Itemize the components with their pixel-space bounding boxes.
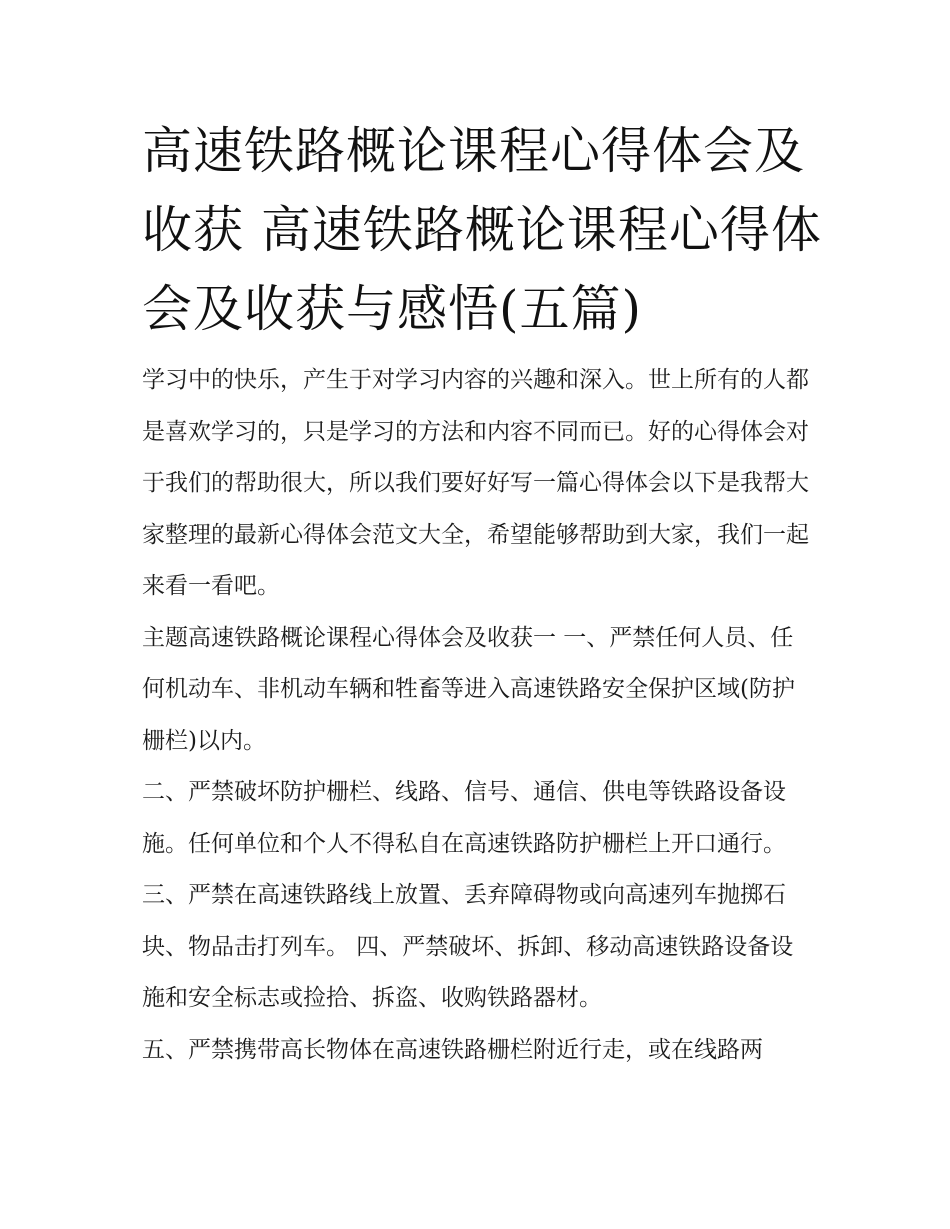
paragraph-rule-2: 二、严禁破坏防护栅栏、线路、信号、通信、供电等铁路设备设施。任何单位和个人不得私自在高速铁路防护栅栏上开口通行。 — [142, 779, 786, 857]
document-body — [142, 355, 814, 1076]
paragraph-rule-5: 五、严禁携带高长物体在高速铁路栅栏附近行走，或在线路两 — [142, 1036, 763, 1063]
paragraph-rule-3-4: 三、严禁在高速铁路线上放置、丢弃障碍物或向高速列车抛掷石块、物品击打列车。 四、严禁破坏、拆卸、移动高速铁路设备设施和安全标志或捡拾、拆盗、收购铁路器材。 — [142, 882, 794, 1011]
paragraph-intro: 学习中的快乐，产生于对学习内容的兴趣和深入。世上所有的人都是喜欢学习的，只是学习的方法和内容不同而已。好的心得体会对于我们的帮助很大，所以我们要好好写一篇心得体会以下是我帮大家整理的最新心得体会范文大全，希望能够帮助到大家，我们一起来看一看吧。 — [142, 367, 809, 599]
document-title: 高速铁路概论课程心得体会及收获 高速铁路概论课程心得体会及收获与感悟(五篇) — [142, 122, 822, 338]
paragraph-rule-1: 主题高速铁路概论课程心得体会及收获一 一、严禁任何人员、任何机动车、非机动车辆和牲畜等进入高速铁路安全保护区域(防护栅栏)以内。 — [142, 624, 795, 754]
